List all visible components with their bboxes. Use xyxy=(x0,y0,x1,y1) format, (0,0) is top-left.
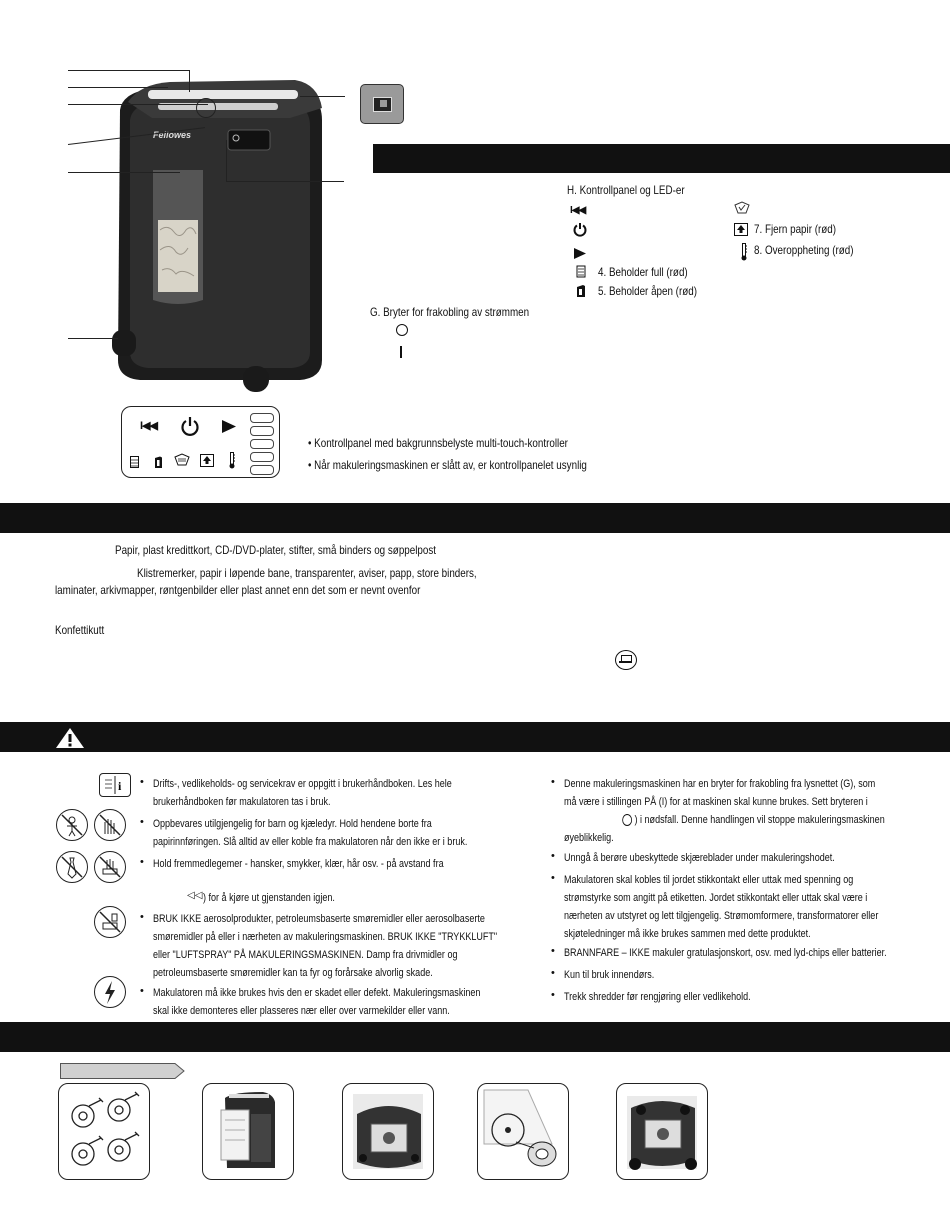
cannot-shred-line2: laminater, arkivmapper, røntgenbilder eller plast annet enn det som er nevnt ovenfor xyxy=(55,583,421,597)
forward-icon xyxy=(574,246,586,264)
safety-text: BRUK IKKE aerosolprodukter, petroleumsbaserte smøremidler eller aerosolbaserte xyxy=(153,913,485,925)
no-aerosol-icon xyxy=(94,906,126,938)
thermometer-icon xyxy=(740,243,748,266)
panel-note-1: • Kontrollpanel med bakgrunnsbelyste multi-touch-kontroller xyxy=(308,436,568,450)
panel-remove-paper-icon xyxy=(200,454,214,472)
paper-feed-icon xyxy=(615,650,637,670)
panel-reverse-icon: I◀◀ xyxy=(140,420,157,432)
cut-type: Konfettikutt xyxy=(55,623,105,637)
safety-text: Makulatoren skal kobles til jordet stikkontakt eller uttak med spenning og xyxy=(564,874,854,886)
safety-text: Unngå å berøre ubeskyttede skjæreblader under makuleringshodet. xyxy=(564,852,835,864)
callout-line-a xyxy=(68,70,190,71)
reverse-small-icon: ◁◁ xyxy=(187,890,203,901)
safety-text: ) i nødsfall. Denne handlingen vil stoppe makuleringsmaskinen xyxy=(634,814,885,826)
safety-header-bar xyxy=(0,722,950,752)
callout-line-h xyxy=(226,181,344,182)
panel-safelock-icon xyxy=(174,453,190,472)
switch-heading: G. Bryter for frakobling av strømmen xyxy=(370,305,530,319)
led-bin-full-label: 4. Beholder full (rød) xyxy=(598,265,688,279)
no-children-icon xyxy=(56,809,88,841)
brand-logo: Fellowes xyxy=(153,130,192,140)
step-underside-image xyxy=(342,1083,434,1180)
power-switch-icon xyxy=(360,84,404,124)
no-ties-icon xyxy=(56,851,88,883)
safety-text: Denne makuleringsmaskinen har en bryter for frakobling fra lysnettet (G), som xyxy=(564,778,876,790)
control-panel-heading: H. Kontrollpanel og LED-er xyxy=(567,183,685,197)
manual-icon xyxy=(99,773,131,797)
callout-line-b xyxy=(68,87,168,88)
callout-line-h-vert xyxy=(226,140,227,182)
panel-thermometer-icon xyxy=(228,452,236,474)
led-indicator xyxy=(250,452,274,462)
reverse-text: ) for å kjøre ut gjenstanden igjen. xyxy=(203,892,335,904)
led-indicator xyxy=(250,413,274,423)
no-hands-icon xyxy=(94,809,126,841)
led-bin-open-label: 5. Beholder åpen (rød) xyxy=(598,284,698,298)
safety-text: må være i stillingen PÅ (I) for at maskinen skal kunne brukes. Sett bryteren i xyxy=(564,796,868,808)
bin-open-icon xyxy=(576,284,586,303)
step-finished-image xyxy=(616,1083,708,1180)
callout-line-e xyxy=(68,172,180,173)
safety-text: skal ikke demonteres eller plasseres nær eller over varmekilder eller vann. xyxy=(153,1005,450,1017)
led-indicator xyxy=(250,465,274,475)
svg-text:i: i xyxy=(118,779,122,793)
safety-text: eller "LUFTSPRAY" PÅ MAKULERINGSMASKINEN. Damp fra drivmidler og xyxy=(153,949,458,961)
step-shredder-image xyxy=(202,1083,294,1180)
step-casters-image xyxy=(58,1083,150,1180)
panel-power-icon xyxy=(180,416,200,441)
led-indicator xyxy=(250,426,274,436)
switch-off-icon xyxy=(396,324,408,336)
control-panel-diagram xyxy=(121,406,280,478)
no-hair-icon xyxy=(94,851,126,883)
safety-text: smøremidler på eller i nærheten av makuleringsmaskinen. BRUK IKKE "TRYKKLUFT" xyxy=(153,931,498,943)
electric-hazard-icon xyxy=(94,976,126,1008)
section-header-bar xyxy=(373,144,950,173)
safety-text: Hold fremmedlegemer - hansker, smykker, klær, hår osv. - på avstand fra xyxy=(153,858,444,870)
panel-note-2: • Når makuleringsmaskinen er slått av, er kontrollpanelet usynlig xyxy=(308,458,587,472)
step-caster-insert-image xyxy=(477,1083,569,1180)
callout-circle xyxy=(196,98,216,118)
capabilities-header-bar xyxy=(0,503,950,533)
led-indicator xyxy=(250,439,274,449)
cannot-shred-line1: Klistremerker, papir i løpende bane, transparenter, aviser, papp, store binders, xyxy=(137,566,477,580)
led-remove-paper-label: 7. Fjern papir (rød) xyxy=(754,222,837,236)
led-overheat-label: 8. Overoppheting (rød) xyxy=(754,243,854,257)
switch-on-icon xyxy=(400,346,402,358)
callout-line-a-drop xyxy=(189,70,190,92)
panel-forward-icon xyxy=(222,420,236,438)
safety-text: Makulatoren må ikke brukes hvis den er skadet eller defekt. Makuleringsmaskinen xyxy=(153,987,481,999)
safety-text: nærheten av utstyret og lett tilgjengelig. Strømomformere, transformatorer eller xyxy=(564,910,879,922)
safety-text: strømstyrke som angitt på etiketten. Jordet stikkontakt eller uttak skal være i xyxy=(564,892,868,904)
safety-text: Kun til bruk innendørs. xyxy=(564,969,655,981)
safety-text: Drifts-, vedlikeholds- og servicekrav er oppgitt i brukerhåndboken. Les hele xyxy=(153,778,452,790)
power-icon xyxy=(573,222,587,242)
safety-text: petroleumsbaserte smøremidler kan ta fyr og forårsake alvorlig skade. xyxy=(153,967,433,979)
safety-text: brukerhåndboken før makulatoren tas i bruk. xyxy=(153,796,331,808)
safety-text: Trekk shredder før rengjøring eller vedlikehold. xyxy=(564,991,751,1003)
panel-led-column xyxy=(250,413,274,478)
safety-text: BRANNFARE – IKKE makuler gratulasjonskort, osv. med lyd-chips eller batterier. xyxy=(564,947,887,959)
callout-line-g xyxy=(300,96,345,97)
bin-full-icon xyxy=(576,265,586,283)
assembly-header-bar xyxy=(0,1022,950,1052)
safelock-icon xyxy=(734,201,750,220)
warning-icon xyxy=(55,727,85,754)
panel-bin-full-icon xyxy=(130,455,139,473)
reverse-icon: I◀◀ xyxy=(570,205,586,216)
panel-bin-open-icon xyxy=(154,455,163,473)
step-arrow-tab xyxy=(60,1063,185,1084)
safety-text: papirinnføringen. Slå alltid av eller koble fra makulatoren når den ikke er i bruk. xyxy=(153,836,468,848)
safety-text: øyeblikkelig. xyxy=(564,832,614,844)
safety-text: Oppbevares utilgjengelig for barn og kjæledyr. Hold hendene borte fra xyxy=(153,818,432,830)
safety-text: skjøteledninger må ikke brukes sammen med dette produktet. xyxy=(564,928,811,940)
switch-off-small-icon xyxy=(622,814,632,826)
callout-line-c xyxy=(68,104,208,105)
callout-line-f xyxy=(68,338,118,339)
remove-paper-icon xyxy=(734,223,748,241)
can-shred-text: Papir, plast kredittkort, CD-/DVD-plater, stifter, små binders og søppelpost xyxy=(115,543,437,557)
